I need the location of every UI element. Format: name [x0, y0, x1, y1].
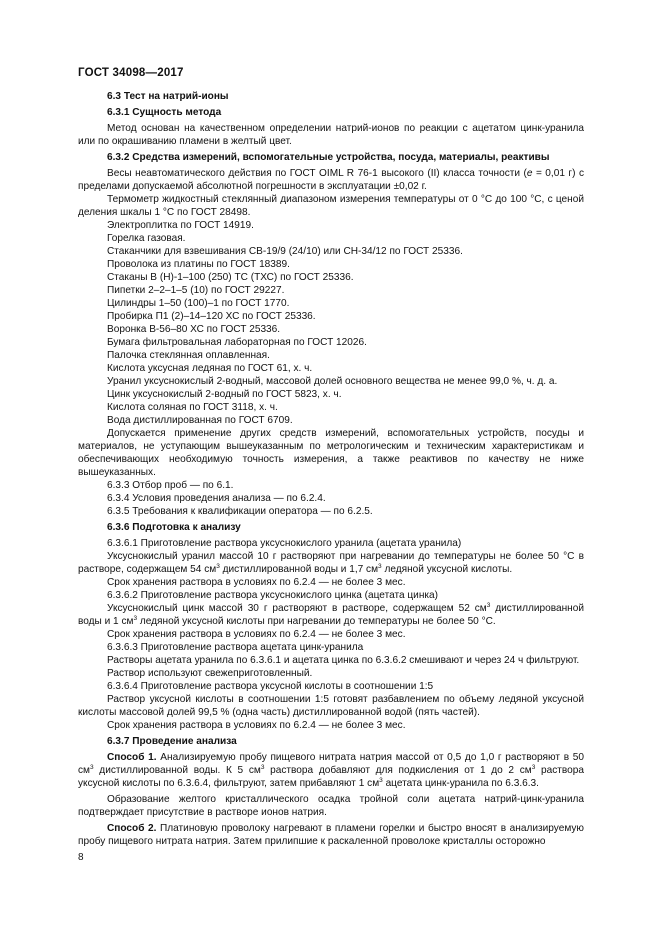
- subsection-heading-6-3-6-2: 6.3.6.2 Приготовление раствора уксуснокислого цинка (ацетата цинка): [107, 590, 439, 601]
- storage-note: Срок хранения раствора в условиях по 6.2.4 — не более 3 мес.: [107, 577, 406, 588]
- section-6-3-5: 6.3.5 Требования к квалификации оператора — по 6.2.5.: [107, 506, 373, 517]
- paragraph-scales: [78, 167, 584, 193]
- paragraph-thermometer: Термометр жидкостный стеклянный диапазоном измерения температуры от 0 °С до 100 °С, с ценой деления шкалы 1 °С по ГОСТ 28498.: [78, 194, 584, 218]
- text-run: Уксуснокислый цинк массой 30 г растворяют в растворе, содержащем 52 см: [107, 603, 487, 614]
- text-run: ледяной уксусной кислоты.: [381, 564, 513, 575]
- section-heading-6-3: 6.3 Тест на натрий-ионы: [107, 91, 229, 102]
- list-item: Пробирка П1 (2)–14–120 ХС по ГОСТ 25336.: [107, 311, 316, 322]
- list-item: Стаканы В (Н)-1–100 (250) ТС (ТХС) по ГОСТ 25336.: [107, 272, 354, 283]
- list-item: Пипетки 2–2–1–5 (10) по ГОСТ 29227.: [107, 285, 285, 296]
- subsection-heading-6-3-6-1: 6.3.6.1 Приготовление раствора уксуснокислого уранила (ацетата уранила): [107, 538, 462, 549]
- section-heading-6-3-6: 6.3.6 Подготовка к анализу: [107, 522, 241, 533]
- list-item: Горелка газовая.: [107, 233, 186, 244]
- text-run: ацетата цинк-уранила по 6.3.6.3.: [382, 778, 539, 789]
- scales-text-b: = 0,01 г) с пределами допускаемой абсолютной погрешности в эксплуатации ±0,02 г.: [78, 168, 584, 192]
- section-heading-6-3-7: 6.3.7 Проведение анализа: [107, 736, 237, 747]
- list-item: Цинк уксуснокислый 2-водный по ГОСТ 5823, х. ч.: [107, 389, 342, 400]
- running-header: ГОСТ 34098—2017: [78, 67, 184, 79]
- method-2-label: Способ 2.: [107, 823, 157, 834]
- subsection-heading-6-3-6-3: 6.3.6.3 Приготовление раствора ацетата цинк-уранила: [107, 642, 364, 653]
- method-1-label: Способ 1.: [107, 752, 157, 763]
- text-run: дистиллированной воды и 1,7 см: [219, 564, 379, 575]
- text-run: дистиллированной воды и 1 см: [78, 603, 584, 627]
- text-run: раствора добавляют для подкисления от 1 до 2 см: [264, 765, 532, 776]
- superscript-3: 3: [531, 764, 536, 771]
- list-item: Вода дистиллированная по ГОСТ 6709.: [107, 415, 293, 426]
- paragraph-alternatives-allowed: Допускается применение других средств измерений, вспомогательных устройств, посуды и материалов, не уступающим вышеуказанным по метрологическим и техническим характеристикам и обеспечивающих необходимую точность измерения, а также реактивов по качеству не ниже вышеуказанных.: [78, 428, 584, 478]
- paragraph-uranyl-solution: [78, 550, 584, 576]
- paragraph-zinc-uranyl-mix: Растворы ацетата уранила по 6.3.6.1 и ацетата цинка по 6.3.6.2 смешивают и через 24 ч фильтруют.: [107, 655, 580, 666]
- section-heading-6-3-2: 6.3.2 Средства измерений, вспомогательные устройства, посуда, материалы, реактивы: [107, 152, 550, 163]
- list-item: Воронка В-56–80 ХС по ГОСТ 25336.: [107, 324, 281, 335]
- list-item: Электроплитка по ГОСТ 14919.: [107, 220, 254, 231]
- text-run: ледяной уксусной кислоты при нагревании до температуры не более 50 °С.: [137, 616, 496, 627]
- scales-text-a: Весы неавтоматического действия по ГОСТ OIML R 76-1 высокого (II) класса точности (: [107, 168, 527, 179]
- page-number: 8: [78, 852, 84, 863]
- storage-note: Срок хранения раствора в условиях по 6.2.4 — не более 3 мес.: [107, 720, 406, 731]
- text-run: раствора уксусной кислоты по 6.3.6.4, фильтруют, затем прибавляют 1 см: [78, 765, 584, 789]
- superscript-3: 3: [260, 764, 265, 771]
- paragraph-acetic-acid-dilution: Раствор уксусной кислоты в соотношении 1:5 готовят разбавлением по объему ледяной уксусной кислоты массовой долей 99,5 % (одна часть) дистиллированной водой (пять частей).: [78, 694, 584, 718]
- superscript-3: 3: [378, 563, 382, 570]
- document-body: [78, 90, 584, 848]
- paragraph-fresh-solution: Раствор используют свежеприготовленный.: [107, 668, 313, 679]
- section-6-3-4: 6.3.4 Условия проведения анализа — по 6.2.4.: [107, 493, 326, 504]
- list-item: Уранил уксуснокислый 2-водный, массовой долей основного вещества не менее 99,0 %, ч. д. а.: [107, 376, 558, 387]
- text-run: Платиновую проволоку нагревают в пламени горелки и быстро вносят в анализируемую пробу пищевого нитрата натрия. Затем прилипшие к раскаленной проволоке кристаллы осторожно: [78, 823, 584, 847]
- subsection-heading-6-3-6-4: 6.3.6.4 Приготовление раствора уксусной кислоты в соотношении 1:5: [107, 681, 434, 692]
- text-run: Уксуснокислый уранил массой 10 г растворяют при нагревании до температуры не более 50 °С в растворе, содержащем 54 см: [78, 551, 584, 575]
- list-item: Палочка стеклянная оплавленная.: [107, 350, 270, 361]
- scales-e-symbol: e: [526, 168, 533, 179]
- list-item: Цилиндры 1–50 (100)–1 по ГОСТ 1770.: [107, 298, 290, 309]
- storage-note: Срок хранения раствора в условиях по 6.2.4 — не более 3 мес.: [107, 629, 406, 640]
- paragraph-zinc-solution: [78, 602, 584, 628]
- superscript-3: 3: [90, 764, 94, 771]
- paragraph-method-2: [78, 822, 584, 848]
- list-item: Бумага фильтровальная лабораторная по ГОСТ 12026.: [107, 337, 367, 348]
- paragraph-method-1: [78, 751, 584, 790]
- paragraph-method-essence: Метод основан на качественном определении натрий-ионов по реакции с ацетатом цинк-уранила или по окрашиванию пламени в желтый цвет.: [78, 123, 584, 147]
- list-item: Стаканчики для взвешивания СВ-19/9 (24/10) или СН-34/12 по ГОСТ 25336.: [107, 246, 463, 257]
- list-item: Проволока из платины по ГОСТ 18389.: [107, 259, 290, 270]
- superscript-3: 3: [216, 563, 220, 570]
- section-6-3-3: 6.3.3 Отбор проб — по 6.1.: [107, 480, 234, 491]
- list-item: Кислота соляная по ГОСТ 3118, х. ч.: [107, 402, 278, 413]
- list-item: Кислота уксусная ледяная по ГОСТ 61, х. ч.: [107, 363, 313, 374]
- text-run: дистиллированной воды. К 5 см: [93, 765, 261, 776]
- text-run: Анализируемую пробу пищевого нитрата натрия массой от 0,5 до 1,0 г растворяют в 50 см: [78, 752, 585, 776]
- superscript-3: 3: [133, 615, 138, 622]
- superscript-3: 3: [486, 602, 491, 609]
- superscript-3: 3: [379, 777, 383, 784]
- paragraph-method-1-result: Образование желтого кристаллического осадка тройной соли ацетата натрий-цинк-уранила подтверждает присутствие в растворе ионов натрия.: [78, 794, 584, 818]
- section-heading-6-3-1: 6.3.1 Сущность метода: [107, 107, 222, 118]
